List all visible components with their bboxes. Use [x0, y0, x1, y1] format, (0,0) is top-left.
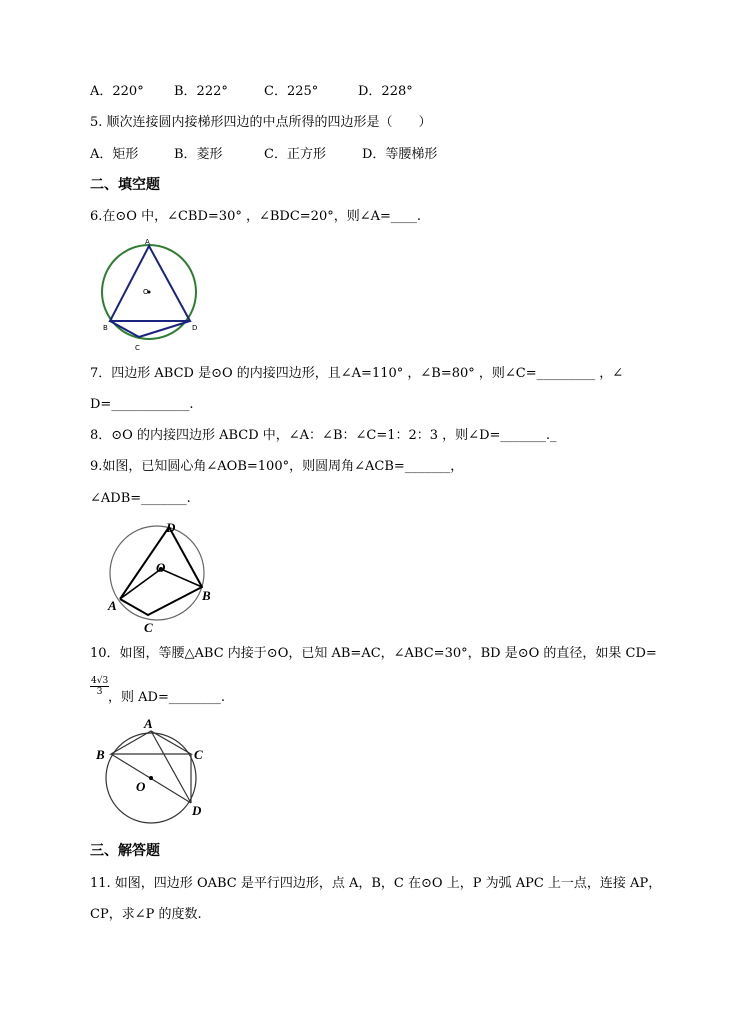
q10-figure [94, 716, 214, 820]
q9-label-c: C [144, 620, 153, 635]
q10-line2: ，则 AD=________. [108, 690, 225, 705]
q10-fraction [90, 676, 109, 697]
q6-label-d: D [192, 324, 198, 332]
q11-line2: CP，求∠P 的度数. [90, 907, 202, 922]
q5-stem: 5. 顺次连接圆内接梯形四边的中点所得的四边形是（ ） [90, 115, 432, 130]
q7-line2: D=____________. [90, 397, 194, 412]
q6-figure [98, 236, 202, 354]
q10-center-point [149, 776, 153, 780]
section3-title: 三、解答题 [90, 843, 160, 859]
q6-label-b: B [103, 324, 108, 332]
q5-option-a: A．矩形 [90, 147, 139, 162]
q4-option-d: D．228° [358, 84, 413, 99]
q5-options [90, 146, 437, 164]
q6-stem: 6.在⊙O 中，∠CBD=30° ，∠BDC=20°，则∠A=____. [90, 209, 422, 224]
q10-label-o: O [136, 779, 146, 794]
q11-line1: 11. 如图，四边形 OABC 是平行四边形，点 A，B，C 在⊙O 上，P 为弧 APC 上一点，连接 AP， [90, 876, 662, 891]
q4-option-c: C．225° [264, 84, 319, 99]
q9-label-b: B [202, 588, 211, 603]
q9-line1: 9.如图，已知圆心角∠AOB=100°，则圆周角∠ACB=_______， [90, 459, 464, 474]
q10-fraction-denominator: 3 [96, 687, 103, 697]
q10-label-c: C [194, 747, 203, 762]
q4-option-a: A．220° [90, 84, 144, 99]
q6-label-c: C [135, 344, 140, 352]
q10-line1: 10．如图，等腰△ABC 内接于⊙O，已知 AB=AC，∠ABC=30°，BD 是⊙O 的直径，如果 CD= [90, 646, 657, 661]
q10-chord-ad [151, 731, 191, 803]
q4-options [90, 83, 413, 101]
q9-figure [104, 518, 222, 636]
q8-stem: 8．⊙O 的内接四边形 ABCD 中，∠A：∠B：∠C=1：2：3 ，则∠D=_______._ [90, 428, 557, 443]
q6-label-o: O [143, 288, 149, 296]
q10-fraction-numerator: 4√3 [91, 676, 109, 686]
q9-label-o: O [156, 560, 166, 575]
q4-option-b: B．222° [174, 84, 228, 99]
q9-label-a: A [108, 598, 117, 613]
q6-triangle [110, 246, 190, 321]
q5-option-c: C．正方形 [264, 147, 326, 162]
q5-option-b: B．菱形 [174, 147, 223, 162]
q10-label-d: D [192, 803, 202, 818]
section2-title: 二、填空题 [90, 177, 160, 193]
q10-label-b: B [96, 747, 105, 762]
q10-label-a: A [144, 716, 153, 731]
q9-label-d: D [166, 520, 176, 535]
q9-line2: ∠ADB=_______. [90, 491, 191, 506]
q7-line1: 7．四边形 ABCD 是⊙O 的内接四边形，且∠A=110° ，∠B=80° ，则∠C=_________ ，∠ [90, 366, 624, 381]
q6-label-a: A [145, 238, 150, 246]
q5-option-d: D．等腰梯形 [362, 147, 438, 162]
